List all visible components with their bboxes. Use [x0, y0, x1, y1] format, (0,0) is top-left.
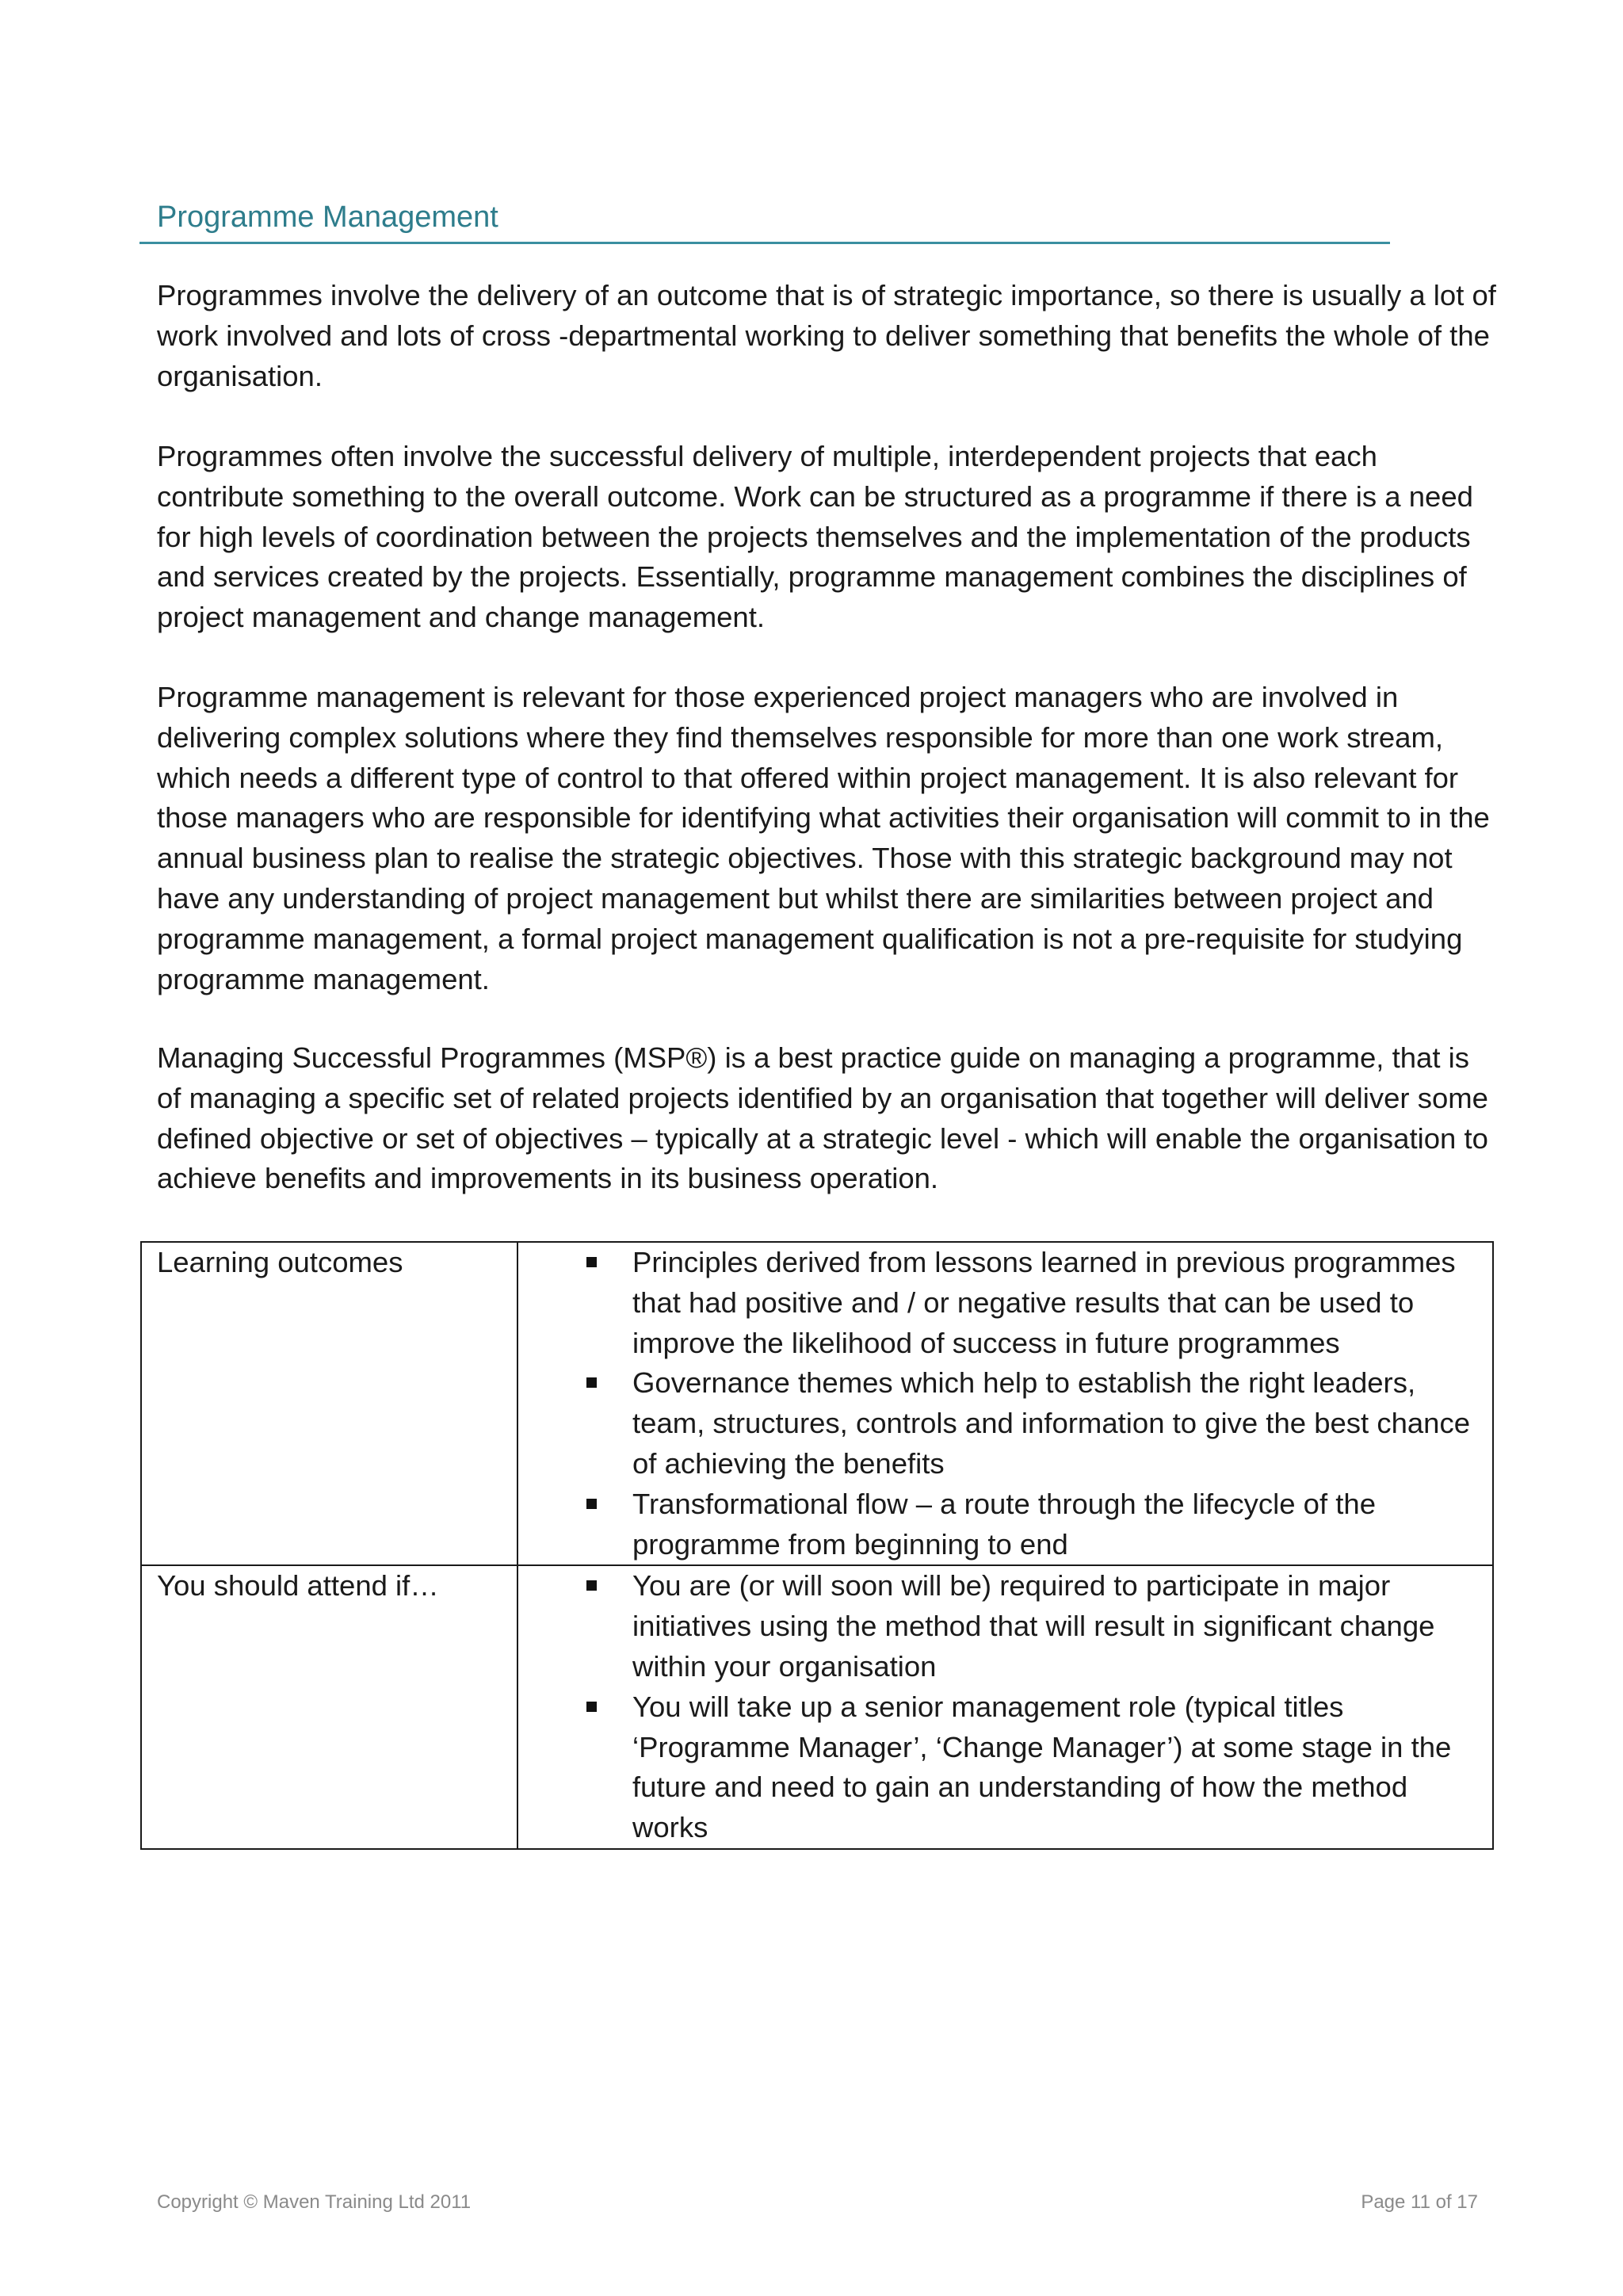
footer-page-number: Page 11 of 17 — [1361, 2191, 1478, 2213]
square-bullet-icon — [586, 1702, 597, 1712]
list-item-text: Governance themes which help to establish the right leaders, team, structures, controls and information to give the best chance of achieving the benefits — [632, 1366, 1471, 1480]
section-heading: Programme Management — [157, 201, 498, 234]
bullet-list — [518, 1243, 1476, 1564]
square-bullet-icon — [586, 1377, 597, 1388]
row-content-cell — [517, 1242, 1493, 1565]
paragraph-intro: Programmes involve the delivery of an outcome that is of strategic importance, so there is usually a lot of work involved and lots of cross -departmental working to deliver something that benefits the whole of the organisation. — [157, 279, 1496, 392]
list-item — [518, 1243, 1476, 1363]
row-label: You should attend if… — [157, 1569, 439, 1603]
list-item — [518, 1687, 1476, 1848]
paragraph-msp: Managing Successful Programmes (MSP®) is a best practice guide on managing a programme, that is of managing a specific set of related projects identified by an organisation that together will deliver some defined objective or set of objectives – typically at a strategic level - which will enable the organisation to achieve benefits and improvements in its business operation. — [157, 1041, 1488, 1195]
list-item — [518, 1484, 1476, 1565]
course-info-table — [140, 1241, 1494, 1850]
table-row-should-attend — [141, 1565, 1493, 1849]
list-item-text: Principles derived from lessons learned in previous programmes that had positive and / or negative results that can be used to improve the likelihood of success in future programmes — [632, 1246, 1456, 1359]
paragraph-relevance: Programme management is relevant for those experienced project managers who are involved in delivering complex solutions where they find themselves responsible for more than one work stream, which needs a different type of control to that offered within project management. It is also relevant for those managers who are responsible for identifying what activities their organisation will commit to in the annual business plan to realise the strategic objectives. Those with this strategic background may not have any understanding of project management but whilst there are similarities between project and programme management, a formal project management qualification is not a pre-requisite for studying programme management. — [157, 681, 1490, 995]
row-label-cell — [141, 1242, 517, 1565]
row-content-cell — [517, 1565, 1493, 1849]
paragraph-projects: Programmes often involve the successful delivery of multiple, interdependent projects that each contribute something to the overall outcome. Work can be structured as a programme if there is a need for high levels of coordination between the projects themselves and the implementation of the products and services created by the projects. Essentially, programme management combines the disciplines of project management and change management. — [157, 440, 1473, 634]
list-item — [518, 1566, 1476, 1687]
square-bullet-icon — [586, 1580, 597, 1591]
footer-copyright: Copyright © Maven Training Ltd 2011 — [157, 2191, 472, 2213]
list-item-text: You are (or will soon will be) required to participate in major initiatives using the method that will result in significant change within your organisation — [632, 1569, 1435, 1683]
list-item — [518, 1363, 1476, 1484]
row-label: Learning outcomes — [157, 1246, 403, 1278]
square-bullet-icon — [586, 1257, 597, 1267]
bullet-list — [518, 1566, 1476, 1848]
square-bullet-icon — [586, 1499, 597, 1509]
list-item-text: Transformational flow – a route through the lifecycle of the programme from beginning to end — [632, 1487, 1377, 1561]
row-label-cell — [141, 1565, 517, 1849]
list-item-text: You will take up a senior management role (typical titles ‘Programme Manager’, ‘Change Manager’) at some stage in the future and need to gain an understanding of how the method works — [632, 1690, 1452, 1844]
table-row-learning-outcomes — [141, 1242, 1493, 1565]
heading-underline — [139, 242, 1390, 244]
